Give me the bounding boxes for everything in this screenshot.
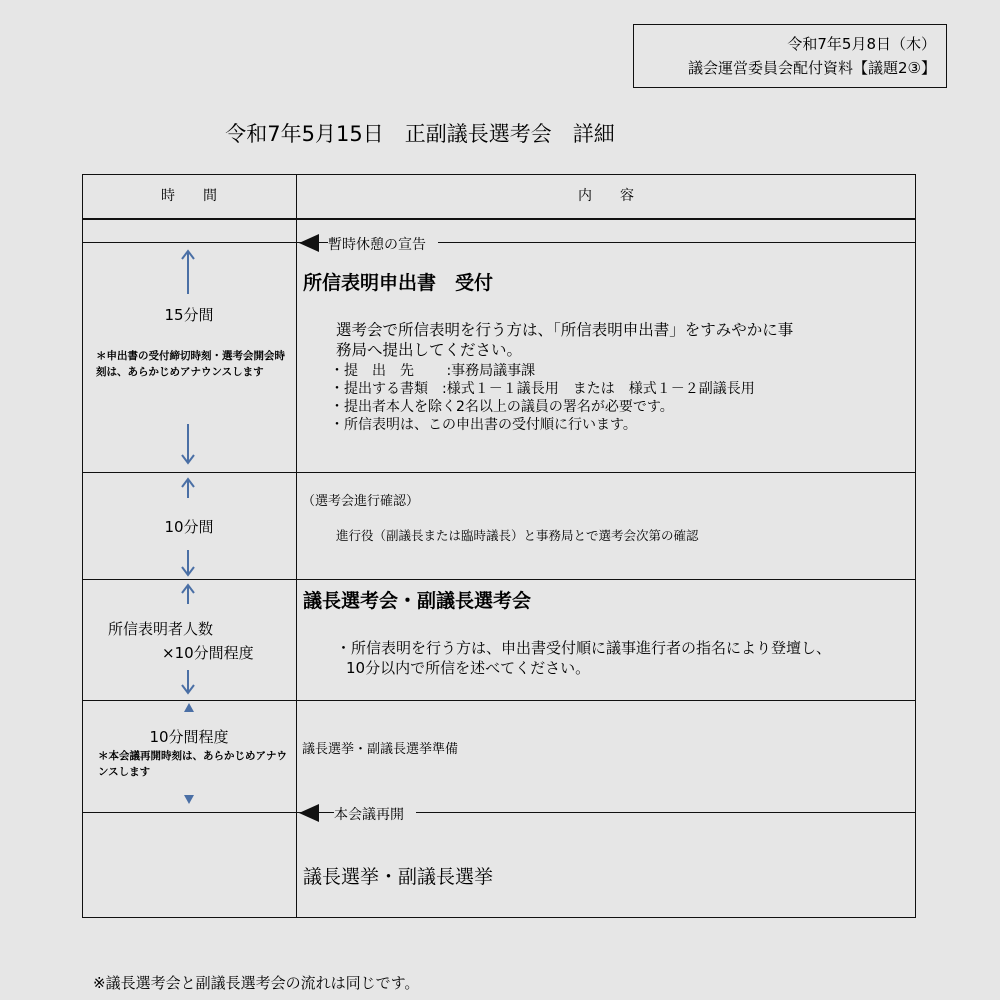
stamp-date: 令和7年5月8日（木） <box>787 35 936 53</box>
time-per-speaker-line2: ×10分間程度 <box>162 644 254 662</box>
page-title: 令和7年5月15日 正副議長選考会 詳細 <box>225 122 615 146</box>
header-content: 内 容 <box>578 188 634 204</box>
time-per-speaker-line1: 所信表明者人数 <box>108 620 214 638</box>
confirm-body: 進行役（副議長または臨時議長）と事務局とで選考会次第の確認 <box>336 528 699 543</box>
list-item: ・提出者本人を除く2名以上の議員の署名が必要です。 <box>330 399 674 415</box>
prep-body: 議長選挙・副議長選挙準備 <box>302 742 459 757</box>
triangle-left-icon <box>298 233 320 253</box>
time-note-deadline: ＊申出書の受付締切時刻・選考会開会時刻は、あらかじめアナウンスします <box>96 350 285 378</box>
arrow-down-icon <box>180 422 200 466</box>
selection-body-line1: ・所信表明を行う方は、申出書受付順に議事進行者の指名により登壇し、 <box>336 639 832 657</box>
arrow-up-icon <box>183 702 203 714</box>
column-divider <box>296 174 297 918</box>
table-border-right <box>915 174 916 918</box>
statement-heading: 所信表明申出書 受付 <box>303 272 494 294</box>
statement-bullets <box>330 362 755 434</box>
time-10min-approx: 10分間程度 <box>149 728 229 746</box>
time-15min: 15分間 <box>164 306 214 324</box>
reopen-label: 本会議再開 <box>334 804 416 824</box>
list-item: ・所信表明は、この申出書の受付順に行います。 <box>330 417 637 433</box>
statement-body-line2: 務局へ提出してください。 <box>336 341 523 359</box>
election-heading: 議長選挙・副議長選挙 <box>303 866 494 888</box>
statement-body <box>336 320 793 360</box>
row-divider-5-left <box>82 812 296 813</box>
arrow-down-icon <box>180 668 200 696</box>
stamp-doc-ref: 議会運営委員会配付資料【議題2③】 <box>688 59 936 77</box>
selection-body-line2: 10分以内で所信を述べてください。 <box>346 659 591 677</box>
arrow-up-icon <box>180 476 200 500</box>
footer-note: ※議長選考会と副議長選考会の流れは同じです。 <box>93 974 420 992</box>
table-border-left <box>82 174 83 918</box>
list-item: ・提 出 先 :事務局議事課 <box>330 363 536 379</box>
schedule-table <box>82 174 916 918</box>
time-note-reopen: ＊本会議再開時刻は、あらかじめアナウンスします <box>98 750 287 778</box>
table-border-bottom <box>82 917 916 918</box>
list-item: ・提出する書類 :様式１－１議長用 または 様式１－２副議長用 <box>330 381 755 397</box>
selection-body <box>336 638 831 678</box>
header-time: 時 間 <box>161 188 217 204</box>
arrow-down-icon <box>183 792 203 806</box>
arrow-up-icon <box>180 582 200 606</box>
time-10min: 10分間 <box>164 518 214 536</box>
row-divider-1-left <box>82 242 296 243</box>
row-divider-4 <box>82 700 916 701</box>
confirm-heading: （選考会進行確認） <box>302 494 420 509</box>
header-underline <box>82 218 916 220</box>
row-divider-2 <box>82 472 916 473</box>
statement-body-line1: 選考会で所信表明を行う方は、「所信表明申出書」をすみやかに事 <box>336 321 794 339</box>
recess-label: 暫時休憩の宣告 <box>328 234 438 254</box>
selection-heading: 議長選考会・副議長選考会 <box>303 590 532 612</box>
arrow-down-icon <box>180 548 200 578</box>
document-stamp <box>633 24 947 88</box>
row-divider-3 <box>82 579 916 580</box>
triangle-left-icon <box>298 803 320 823</box>
arrow-up-icon <box>180 248 200 296</box>
